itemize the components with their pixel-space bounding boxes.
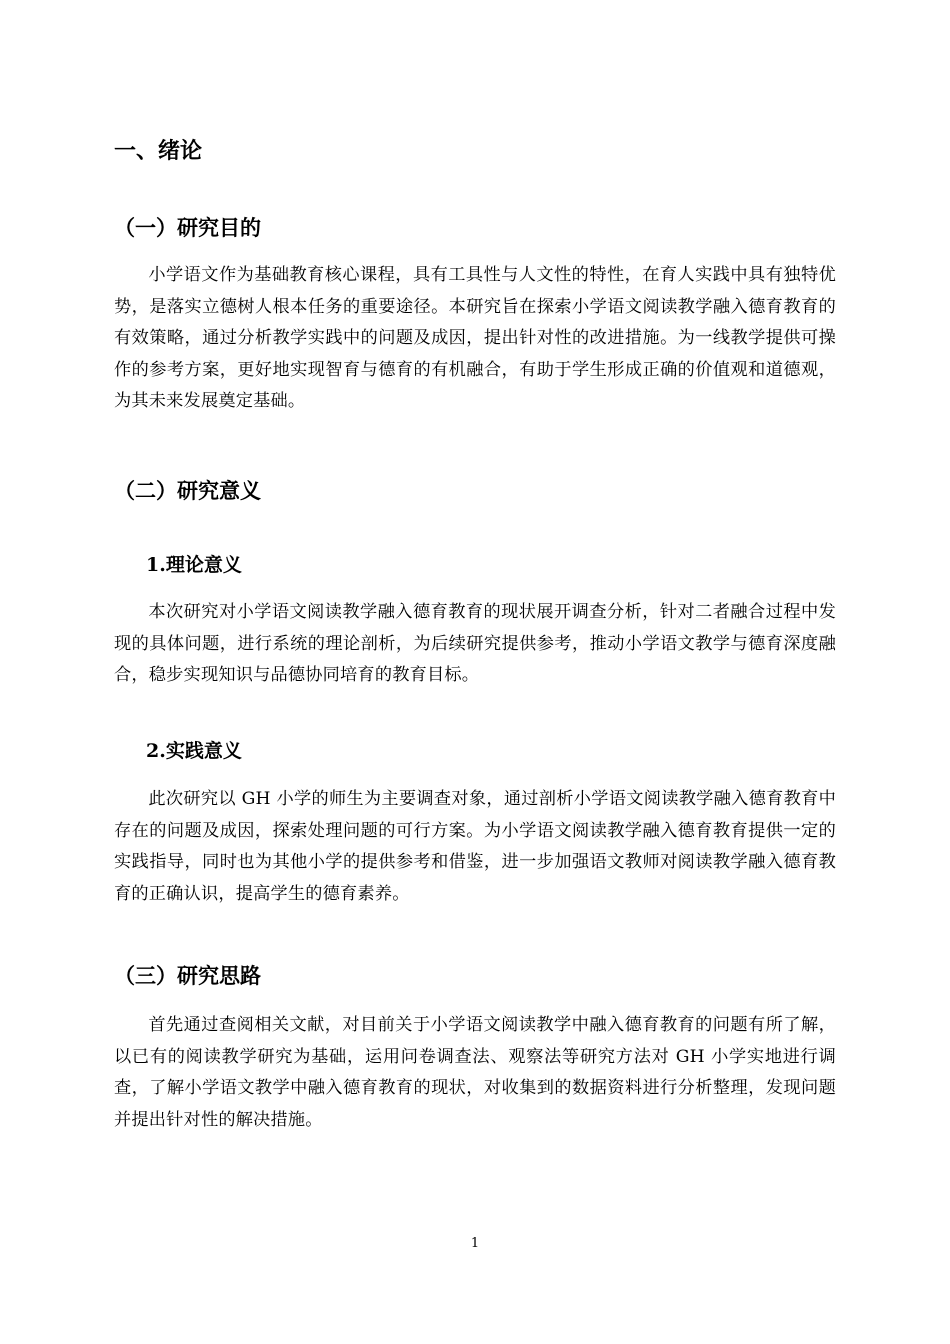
section-title-purpose: （一）研究目的 bbox=[114, 216, 261, 240]
paragraph-approach: 首先通过查阅相关文献，对目前关于小学语文阅读教学中融入德育教育的问题有所了解，以已有的阅读教学研究为基础，运用问卷调查法、观察法等研究方法对 GH 小学实地进行调查，了解小学语文教学中融入德育教育的现状，对收集到的数据资料进行分析整理，发现问题并提出针对性的解决措施。 bbox=[114, 1015, 836, 1130]
paragraph-theoretical: 本次研究对小学语文阅读教学融入德育教育的现状展开调查分析，针对二者融合过程中发现的具体问题，进行系统的理论剖析，为后续研究提供参考，推动小学语文教学与德育深度融合，稳步实现知识与品德协同培育的教育目标。 bbox=[114, 602, 836, 685]
subsection-title-theoretical: 1.理论意义 bbox=[146, 554, 242, 576]
chapter-title: 一、绪论 bbox=[114, 139, 203, 164]
paragraph-purpose: 小学语文作为基础教育核心课程，具有工具性与人文性的特性，在育人实践中具有独特优势，是落实立德树人根本任务的重要途径。本研究旨在探索小学语文阅读教学融入德育教育的有效策略，通过分析教学实践中的问题及成因，提出针对性的改进措施。为一线教学提供可操作的参考方案，更好地实现智育与德育的有机融合，有助于学生形成正确的价值观和道德观，为其未来发展奠定基础。 bbox=[114, 265, 836, 411]
section-title-significance: （二）研究意义 bbox=[114, 479, 261, 503]
paragraph-practical: 此次研究以 GH 小学的师生为主要调查对象，通过剖析小学语文阅读教学融入德育教育中存在的问题及成因，探索处理问题的可行方案。为小学语文阅读教学融入德育教育提供一定的实践指导，同时也为其他小学的提供参考和借鉴，进一步加强语文教师对阅读教学融入德育教育的正确认识，提高学生的德育素养。 bbox=[114, 789, 836, 904]
section-title-approach: （三）研究思路 bbox=[114, 964, 261, 988]
subsection-title-practical: 2.实践意义 bbox=[146, 740, 242, 762]
page-number: 1 bbox=[470, 1236, 480, 1251]
